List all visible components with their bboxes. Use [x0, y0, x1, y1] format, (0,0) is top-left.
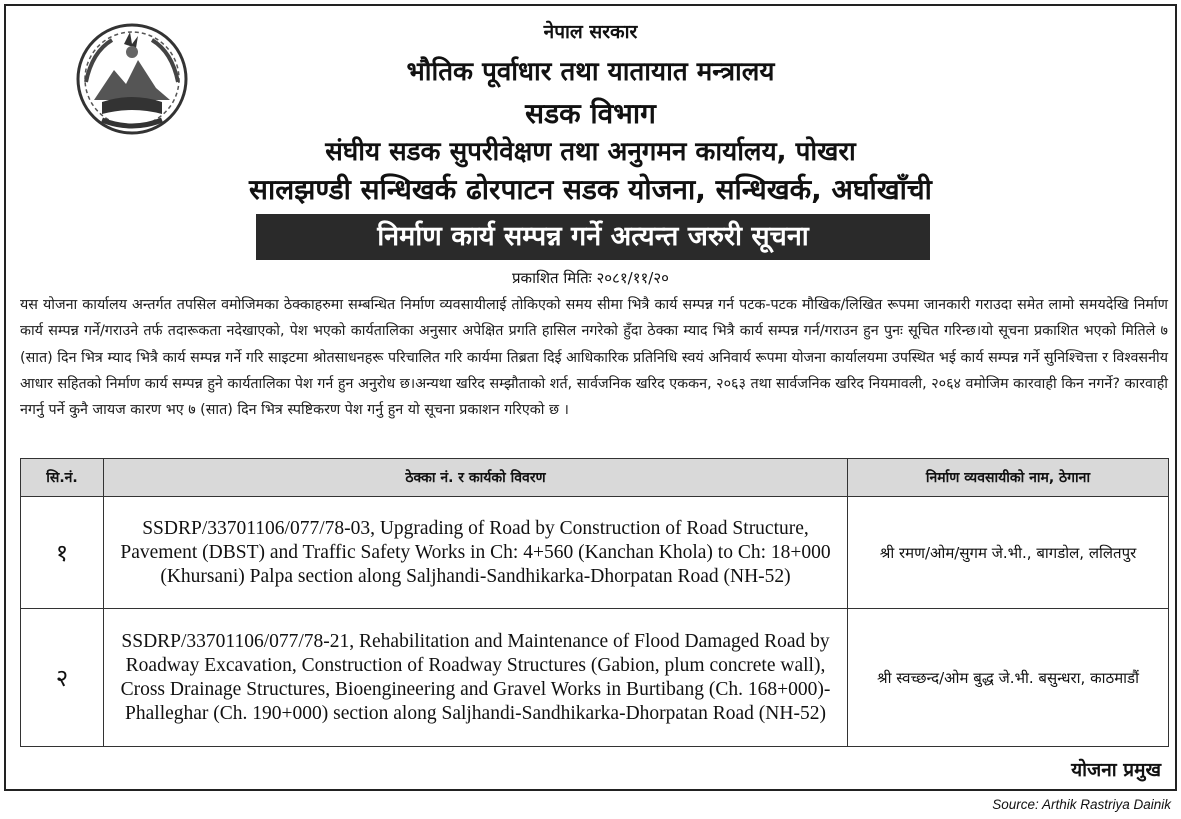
row-contractor: श्री रमण/ओम/सुगम जे.भी., बागडोल, ललितपुर — [848, 497, 1169, 609]
department-heading: सडक विभाग — [525, 97, 656, 130]
notice-page — [4, 4, 1177, 791]
contracts-table — [20, 458, 1169, 747]
column-header-description: ठेक्का नं. र कार्यको विवरण — [104, 459, 848, 497]
table-row — [21, 497, 1169, 609]
row-serial-number: १ — [21, 497, 104, 609]
table-header-row — [21, 459, 1169, 497]
row-contract-description: SSDRP/33701106/077/78-21, Rehabilitation and Maintenance of Flood Damaged Road by Roadway Excavation, Construction of Roadway Structures (Gabion, plum concrete wall), Cross Drainage Structures, Bioengineering and Gravel Works in Burtibang (Ch. 168+000)-Phalleghar (Ch. 190+000) section along Saljhandi-Sandhikarka-Dhorpatan Road (NH-52) — [104, 609, 848, 747]
source-credit: Source: Arthik Rastriya Dainik — [992, 797, 1171, 812]
row-serial-number: २ — [21, 609, 104, 747]
row-contractor: श्री स्वच्छन्द/ओम बुद्ध जे.भी. बसुन्धरा, काठमाडौं — [848, 609, 1169, 747]
project-heading: सालझण्डी सन्धिखर्क ढोरपाटन सडक योजना, सन्धिखर्क, अर्घाखाँची — [249, 173, 932, 206]
published-date: प्रकाशित मितिः २०८१/११/२० — [512, 269, 669, 287]
signature-title: योजना प्रमुख — [1071, 759, 1161, 781]
notice-body: यस योजना कार्यालय अन्तर्गत तपसिल वमोजिमका ठेक्काहरुमा सम्बन्धित निर्माण व्यवसायीलाई तोकिएको समय सीमा भित्रै कार्य सम्पन्न गर्न पटक-पटक मौखिक/लिखित रूपमा जानकारी गराउदा समेत लामो समयदेखि निर्माण कार्य सम्पन्न गर्ने/गराउने तर्फ तदारूकता नदेखाएको, पेश भएको कार्यतालिका अनुसार अपेक्षित प्रगति हासिल नगरेको हुँदा ठेक्का म्याद भित्रै कार्य सम्पन्न गर्न/गराउन हुन पुनः सूचित गरिन्छ।यो सूचना प्रकाशित भएको मितिले ७ (सात) दिन भित्र म्याद भित्रै कार्य सम्पन्न गर्ने गरि साइटमा श्रोतसाधनहरू परिचालित गरि कार्यमा तिब्रता दिई आधिकारिक प्रतिनिधि स्वयं अनिवार्य रूपमा योजना कार्यालयमा उपस्थित भई कार्य सम्पन्न गर्ने सुनिश्चित्ता र विश्वसनीय आधार सहितको निर्माण कार्य सम्पन्न हुने कार्यतालिका पेश गर्न हुन अनुरोध छ।अन्यथा खरिद सम्झौताको शर्त, सार्वजनिक खरिद एककन, २०६३ तथा सार्वजनिक खरिद नियमावली, २०६४ वमोजिम कारवाही किन नगर्ने? कारवाही नगर्नु पर्ने कुनै जायज कारण भए ७ (सात) दिन भित्र स्पष्टिकरण पेश गर्नु हुन यो सूचना प्रकाशन गरिएको छ । — [20, 297, 1168, 419]
office-heading: संघीय सडक सुपरीवेक्षण तथा अनुगमन कार्यालय, पोखरा — [325, 137, 856, 167]
notice-title-banner: निर्माण कार्य सम्पन्न गर्ने अत्यन्त जरुरी सूचना — [256, 214, 930, 260]
column-header-sn: सि.नं. — [21, 459, 104, 497]
column-header-contractor: निर्माण व्यवसायीको नाम, ठेगाना — [848, 459, 1169, 497]
row-contract-description: SSDRP/33701106/077/78-03, Upgrading of Road by Construction of Road Structure, Pavement (DBST) and Traffic Safety Works in Ch: 4+560 (Kanchan Khola) to Ch: 18+000 (Khursani) Palpa section along Saljhandi-Sandhikarka-Dhorpatan Road (NH-52) — [104, 497, 848, 609]
table-row — [21, 609, 1169, 747]
government-heading: नेपाल सरकार — [543, 21, 638, 43]
ministry-heading: भौतिक पूर्वाधार तथा यातायात मन्त्रालय — [406, 57, 775, 87]
